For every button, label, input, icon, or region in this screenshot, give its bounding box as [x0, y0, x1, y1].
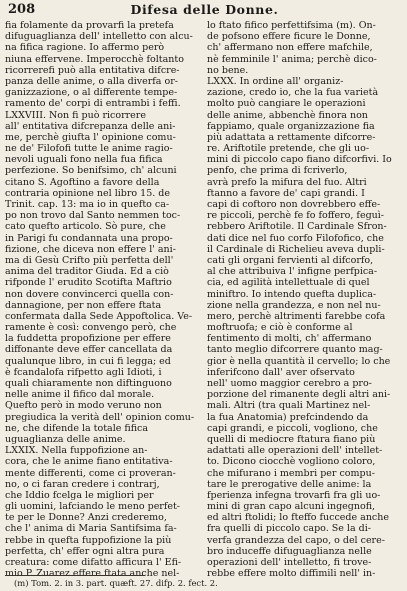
text-line: non dovere convincerci quella con-	[5, 288, 174, 300]
text-line: po non trovo dal Santo nemmen toc-	[5, 210, 181, 222]
text-line: difuguaglianza dell' intelletto con alcu-	[5, 31, 193, 43]
text-line: delle anime, abbenchè finora non	[207, 109, 368, 121]
text-line: niuna effervene. Imperocchè foltanto	[5, 53, 184, 65]
text-line: gli uomini, lafciando le meno perfet-	[5, 501, 181, 513]
text-line: Quefto però in modo veruno non	[5, 400, 162, 412]
text-line: ricorrerefi può alla entitativa difcre-	[5, 64, 180, 76]
text-line: zione nella grandezza, e non nel nu-	[207, 299, 381, 311]
text-line: quali chiaramente non diftinguono	[5, 378, 172, 389]
text-line: tanto meglio difcorrere quanto mag-	[207, 344, 383, 356]
text-line: la fua Anatomia) prefcindendo da	[207, 411, 369, 423]
text-line: te per le Donne? Anzi crederemo,	[5, 512, 167, 524]
text-line: adattati alle operazioni dell' intellet-	[207, 445, 383, 457]
text-line: perfetta, ch' effer ogni altra pura	[5, 545, 165, 557]
text-line: fra quelli di piccolo capo. Se la di-	[207, 523, 371, 535]
text-line: moftruofa; e ciò è conforme al	[207, 322, 353, 334]
text-line: zazione, credo io, che la fua varietà	[207, 87, 379, 99]
text-line: LXXVIII. Non fi può ricorrere	[5, 109, 146, 121]
text-line: cati gli organi fervienti al difcorfo,	[207, 254, 374, 266]
text-line: capi grandi, e piccoli, vogliono, che	[207, 422, 378, 434]
text-line: la fuddetta propofizione per effere	[5, 333, 171, 345]
text-line: lo ftato fifico perfettifsima (m). On-	[207, 20, 376, 31]
text-line: gior è nella quantità il cervello; lo che	[207, 355, 391, 367]
text-line: è fcandalofa rifpetto agli Idioti, i	[5, 366, 162, 378]
text-line: ftanno a favore de' capi grandi. I	[207, 187, 365, 199]
left-text-column	[5, 20, 201, 579]
text-line: qualunque libro, in cui fi legga; ed	[5, 355, 171, 367]
text-line: diffonante deve effer cancellata da	[5, 344, 173, 356]
text-line: rebbe in quefta fuppofizione la più	[5, 534, 172, 546]
text-line: fia folamente da provarfi la pretefa	[5, 20, 174, 31]
text-line: più adattata a rettamente difcorre-	[207, 131, 376, 143]
text-line: ed altri ftolidi; lo fteffo fuccede anche	[207, 512, 389, 524]
text-line: ch' affermano non effere mafchile,	[207, 42, 373, 54]
text-line: mente differenti, come ci proveran-	[5, 467, 176, 479]
text-line: che Iddio fcelga le migliori per	[5, 489, 154, 501]
footnote-rule	[5, 575, 145, 576]
text-line: cato quefto articolo. Sò pure, che	[5, 221, 166, 233]
footnote: (m) Tom. 2. in 3. part. quæft. 27. difp. 2. fect. 2.	[14, 578, 218, 588]
text-line: de pofsono effere ficure le Donne,	[207, 31, 371, 43]
text-line: confermata dalla Sede Appoftolica. Ve-	[5, 310, 193, 322]
text-line: fperienza infegna trovarfi fra gli uo-	[207, 489, 381, 501]
text-line: mini di piccolo capo fiano difcorfivi. Io	[207, 154, 392, 166]
text-line: fentimento di molti, ch' affermano	[207, 333, 372, 345]
text-line: ne, che difende la totale fifica	[5, 422, 149, 434]
text-line: no, o ci faran credere i contrarj,	[5, 478, 160, 490]
text-line: dannagione, per non effere ftata	[5, 299, 162, 311]
text-line: nè femminile l' anima; perchè dico-	[207, 53, 377, 65]
text-line: me, perchè giufta l' opinione comu-	[5, 131, 176, 143]
text-line: dati dice nel fuo corfo Filofofico, che	[207, 232, 384, 244]
text-line: no bene.	[207, 64, 249, 76]
text-line: quelli di mediocre ftatura fiano più	[207, 433, 376, 445]
text-line: mali. Altri (tra quali Martinez nel-	[207, 400, 371, 412]
text-line: cora, che le anime fiano entitativa-	[5, 456, 173, 468]
text-line: fizione, che diceva non effere l' ani-	[5, 243, 176, 255]
text-line: inferifcono dall' aver ofservato	[207, 366, 355, 378]
right-text-column	[207, 20, 403, 579]
page-number: 208	[8, 2, 36, 17]
text-line: bro induceffe difuguaglianza nelle	[207, 545, 372, 557]
text-line: citano S. Agoftino a favore della	[5, 176, 160, 188]
text-line: penfo, che prima di fcriverlo,	[207, 165, 348, 177]
text-line: capi di coftoro non dovrebbero effe-	[207, 199, 381, 210]
text-line: mini di gran capo alcuni ingegnofi,	[207, 501, 376, 513]
text-line: ramente è così: convengo però, che	[5, 322, 177, 334]
text-line: nevoli uguali fono nella fua fifica	[5, 154, 163, 166]
text-line: operazioni dell' intelletto, fi trove-	[207, 557, 372, 568]
text-line: porzione del rimanente degli altri ani-	[207, 389, 391, 401]
text-line: rebbero Ariftotile. Il Cardinale Sfron-	[207, 221, 387, 233]
text-line: rifponde l' erudito Scotifta Maftrio	[5, 277, 172, 289]
text-line: tare le prerogative delle anime: la	[207, 478, 372, 490]
text-line: panza delle anime, o alla diverfa or-	[5, 75, 178, 87]
text-line: cia, ed agilità intellettuale di quel	[207, 277, 370, 289]
text-line: mio P. Zuarez effere ftata anche nel-	[5, 568, 180, 580]
text-line: mero, perchè altrimenti farebbe cofa	[207, 310, 386, 322]
text-line: molto può cangiare le operazioni	[207, 98, 366, 110]
text-line: miniftro. Io intendo quefta duplica-	[207, 288, 377, 300]
text-line: nell' uomo maggior cerebro a pro-	[207, 378, 372, 389]
text-line: ma di Gesù Crifto più perfetta dell'	[5, 254, 174, 266]
text-line: avrà prefo la mifura del fuo. Altri	[207, 176, 367, 188]
text-line: pregiudica la verità dell' opinion comu-	[5, 411, 195, 423]
text-line: to. Dicono ciocchè vogliono coloro,	[207, 456, 376, 468]
text-line: Trinit. cap. 13: ma io in quefto ca-	[5, 199, 170, 210]
text-line: contraria opinione nel libro 15. de	[5, 187, 170, 199]
text-line: che mifurano i membri per compu-	[207, 467, 375, 479]
text-line: ramento de' corpi di entrambi i feffi.	[5, 98, 181, 110]
text-line: ne de' Filofofi tutte le anime ragio-	[5, 143, 173, 155]
text-line: ganizzazione, o al differente tempe-	[5, 87, 178, 99]
text-line: al che attribuiva l' infigne perfpica-	[207, 266, 378, 278]
text-line: all' entitativa difcrepanza delle ani-	[5, 120, 176, 132]
running-title: Difesa delle Donne.	[130, 2, 279, 17]
text-line: re piccoli, perchè fe fo foffero, feguì-	[207, 210, 385, 222]
text-line: re. Ariftotile pretende, che gli uo-	[207, 143, 370, 155]
page-header	[8, 2, 401, 20]
text-line: rebbe effere molto diffimili nell' in-	[207, 568, 376, 580]
text-line: che l' anima di Maria Santifsima fa-	[5, 523, 177, 535]
text-line: verfa grandezza del capo, o del cere-	[207, 534, 385, 546]
text-line: anima del traditor Giuda. Ed a ciò	[5, 266, 169, 278]
text-line: na fifica ragione. Io affermo però	[5, 42, 165, 54]
text-line: LXXIX. Nella fuppofizione an-	[5, 445, 148, 457]
text-line: fappiamo, quale organizzazione fia	[207, 120, 375, 132]
text-line: uguaglianza delle anime.	[5, 433, 126, 445]
text-line: in Parigi fu condannata una propo-	[5, 232, 173, 244]
text-line: LXXX. In ordine all' organiz-	[207, 75, 344, 87]
text-line: creatura: come difatto afficura l' Efi-	[5, 557, 182, 568]
text-line: nelle anime il fifico dal morale.	[5, 389, 155, 401]
text-line: perfezione. So benifsimo, ch' alcuni	[5, 165, 177, 177]
text-line: il Cardinale di Richelieu aveva dupli-	[207, 243, 385, 255]
